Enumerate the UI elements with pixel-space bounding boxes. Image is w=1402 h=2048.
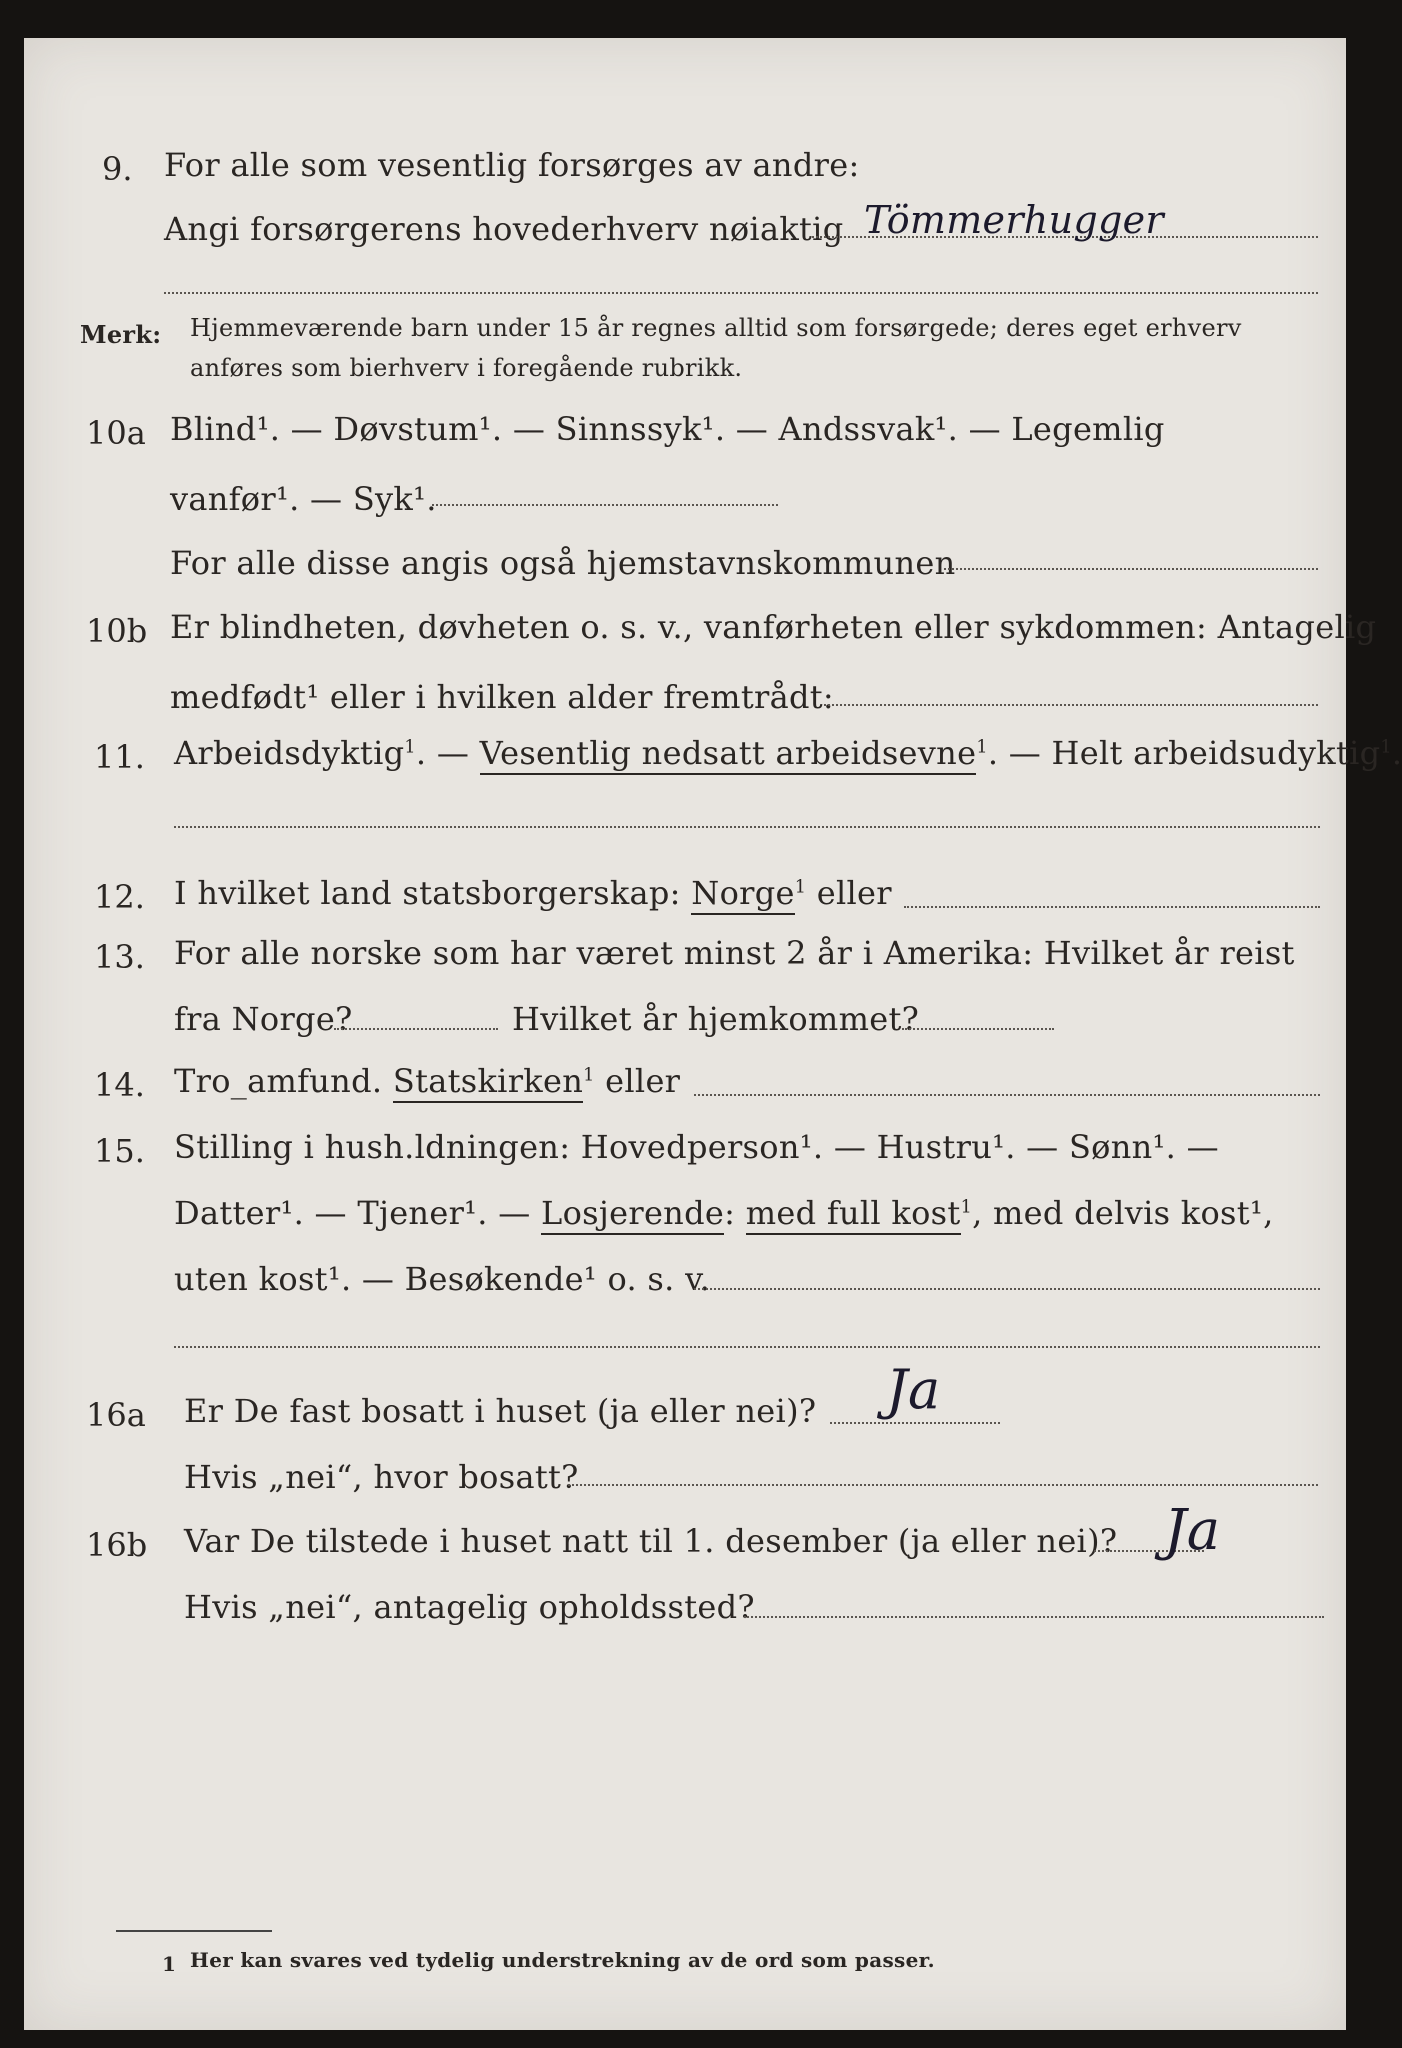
q9-extra-line — [164, 292, 1318, 294]
q16a-answer-line — [830, 1422, 1000, 1424]
q15-extra-line — [174, 1346, 1320, 1348]
merk-line1: Hjemmeværende barn under 15 år regnes alltid som forsørgede; deres eget erhverv — [190, 314, 1242, 342]
census-form-page — [24, 38, 1402, 2030]
q14-text: Tro_amfund. — [174, 1062, 383, 1100]
q10a-line3: For alle disse angis også hjemstavnskommunen — [170, 544, 956, 582]
q13-hjemkommet-line — [902, 1028, 1054, 1030]
q15-number: 15. — [94, 1132, 145, 1170]
q12-answer-line — [904, 906, 1320, 908]
q10b-line1: Er blindheten, døvheten o. s. v., vanførheten eller sykdommen: Antagelig — [170, 608, 1377, 646]
q15-line2e: , med delvis kost¹, — [972, 1194, 1274, 1232]
q9-handwritten-answer: Tömmerhugger — [864, 198, 1164, 242]
q12-tail: eller — [816, 874, 892, 912]
q10b-answer-line — [824, 704, 1318, 706]
q16b-handwritten-answer: Ja — [1164, 1498, 1221, 1563]
q15-answer-line — [694, 1288, 1320, 1290]
q16a-bosatt-line — [568, 1484, 1318, 1486]
q10b-line2: medfødt¹ eller i hvilken alder fremtrådt: — [170, 678, 834, 716]
q16a-line2: Hvis „nei“, hvor bosatt? — [184, 1458, 579, 1496]
q9-line1: For alle som vesentlig forsørges av andre: — [164, 146, 860, 184]
q14-line: Tro_amfund. Statskirken$^1$ eller — [174, 1062, 680, 1100]
q12-number: 12. — [94, 878, 145, 916]
q15-line2: Datter¹. — Tjener¹. — Losjerende: med full kost$^1$, med delvis kost¹, — [174, 1194, 1274, 1232]
q13-reist-line — [334, 1028, 498, 1030]
q10a-number: 10a — [86, 414, 146, 452]
q11-option-arbeidsdyktig: Arbeidsdyktig — [174, 734, 405, 772]
q15-option-full-kost: med full kost — [746, 1194, 961, 1235]
q15-line2a: Datter¹. — Tjener¹. — — [174, 1194, 531, 1232]
footnote-rule — [116, 1930, 272, 1932]
q16a-line1: Er De fast bosatt i huset (ja eller nei)? — [184, 1392, 817, 1430]
q10b-number: 10b — [86, 612, 148, 650]
q10a-kommune-line — [944, 568, 1318, 570]
q15-line3: uten kost¹. — Besøkende¹ o. s. v. — [174, 1260, 711, 1298]
q13-number: 13. — [94, 938, 145, 976]
footnote-mark: 1 — [162, 1952, 177, 1976]
q11-options: Arbeidsdyktig$^1$. — Vesentlig nedsatt arbeidsevne$^1$. — Helt arbeidsudyktig$^1$. — [174, 734, 1402, 772]
q14-option-statskirken: Statskirken — [393, 1062, 583, 1103]
q11-option-udyktig: Helt arbeidsudyktig — [1051, 734, 1381, 772]
q10a-syk-line — [432, 504, 778, 506]
q13-line1: For alle norske som har været minst 2 år i Amerika: Hvilket år reist — [174, 934, 1295, 972]
merk-label: Merk: — [80, 320, 162, 349]
q9-line2: Angi forsørgerens hovederhverv nøiaktig — [164, 210, 844, 248]
q16a-number: 16a — [86, 1396, 146, 1434]
q11-extra-line — [174, 826, 1320, 828]
q15-line1: Stilling i hush.ldningen: Hovedperson¹. — Hustru¹. — Sønn¹. — — [174, 1128, 1219, 1166]
merk-line2: anføres som bierhverv i foregående rubrikk. — [190, 354, 743, 382]
q13-line2a: fra Norge? — [174, 1000, 353, 1038]
q14-number: 14. — [94, 1066, 145, 1104]
q16b-line2: Hvis „nei“, antagelig opholdssted? — [184, 1588, 755, 1626]
q12-option-norge: Norge — [691, 874, 794, 915]
q12-line: I hvilket land statsborgerskap: Norge$^1$ eller — [174, 874, 892, 912]
q13-line2b: Hvilket år hjemkommet? — [512, 1000, 920, 1038]
q10a-line1: Blind¹. — Døvstum¹. — Sinnssyk¹. — Andssvak¹. — Legemlig — [170, 410, 1165, 448]
q11-option-nedsatt: Vesentlig nedsatt arbeidsevne — [480, 734, 977, 775]
q15-line2c: : — [724, 1194, 736, 1232]
q9-number: 9. — [102, 150, 133, 188]
q12-text: I hvilket land statsborgerskap: — [174, 874, 681, 912]
q16b-line1: Var De tilstede i huset natt til 1. desember (ja eller nei)? — [184, 1522, 1118, 1560]
q16b-opholdssted-line — [744, 1616, 1324, 1618]
q14-answer-line — [694, 1094, 1320, 1096]
q16a-handwritten-answer: Ja — [886, 1358, 941, 1421]
q14-tail: eller — [605, 1062, 681, 1100]
q15-option-losjerende: Losjerende — [541, 1194, 724, 1235]
q16b-number: 16b — [86, 1526, 148, 1564]
footnote-text: Her kan svares ved tydelig understrekning av de ord som passer. — [190, 1948, 935, 1972]
q10a-line2: vanfør¹. — Syk¹. — [170, 480, 437, 518]
q11-number: 11. — [94, 738, 145, 776]
